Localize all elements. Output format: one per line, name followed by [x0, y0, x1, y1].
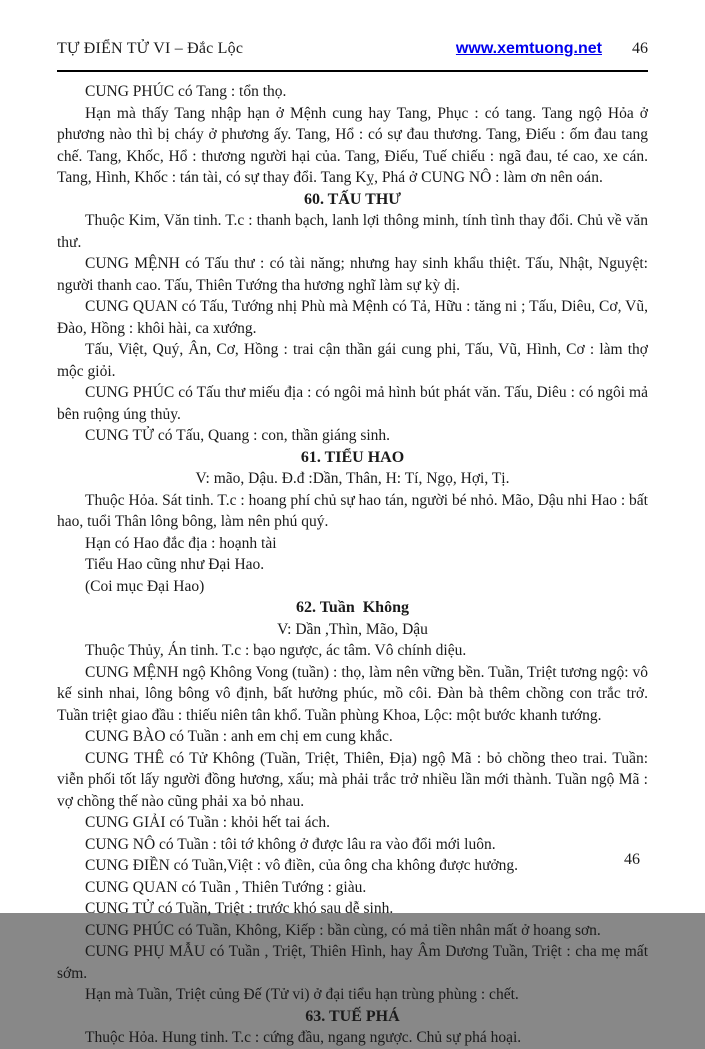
paragraph: CUNG PHỤ MẪU có Tuần , Triệt, Thiên Hình, hay Âm Dương Tuần, Triệt : cha mẹ mất sớm.	[57, 943, 648, 982]
header-right-group	[456, 40, 648, 58]
document-title: TỰ ĐIỂN TỬ VI – Đắc Lộc	[57, 40, 244, 57]
paragraph: CUNG QUAN có Tuần , Thiên Tướng : giàu.	[85, 878, 367, 896]
page-header	[57, 40, 648, 58]
footer-page-number: 46	[624, 851, 640, 868]
paragraph: CUNG PHÚC có Tấu thư miếu địa : có ngôi mả hình bút phát văn. Tấu, Diêu : có ngôi mả bên ruộng úng thủy.	[57, 384, 648, 423]
section-heading-61: 61. TIỂU HAO	[300, 448, 405, 466]
paragraph: CUNG NÔ có Tuần : tôi tớ không ở được lâu ra vào đổi mới luôn.	[85, 835, 496, 853]
paragraph: CUNG TỬ có Tấu, Quang : con, thần giáng sinh.	[85, 427, 391, 444]
paragraph: CUNG TỬ có Tuần, Triệt : trước khó sau dễ sinh.	[85, 900, 394, 917]
section-heading-60: 60. TẤU THƯ	[303, 190, 402, 208]
section-positions-line: V: Dần ,Thìn, Mão, Dậu	[277, 620, 428, 638]
paragraph: Thuộc Kim, Văn tinh. T.c : thanh bạch, lanh lợi thông minh, tính tình thay đổi. Chủ về văn thư.	[57, 212, 648, 251]
paragraph: Thuộc Hỏa. Hung tinh. T.c : cứng đầu, ngang ngược. Chủ sự phá hoại.	[85, 1029, 522, 1046]
paragraph: Tấu, Việt, Quý, Ân, Cơ, Hồng : trai cận thần gái cung phi, Tấu, Vũ, Hình, Cơ : làm thợ mộc giỏi.	[57, 341, 648, 380]
section-heading-63: 63. TUẾ PHÁ	[305, 1007, 400, 1025]
paragraph: CUNG MỆNH có Tấu thư : có tài năng; nhưng hay sinh khẩu thiệt. Tấu, Nhật, Nguyệt: người thanh cao. Tấu, Thiên Tướng tha hương nghĩ làm sự kỳ dị.	[57, 255, 648, 294]
document-body	[57, 81, 648, 1049]
paragraph: CUNG THÊ có Tử Không (Tuần, Triệt, Thiên, Địa) ngộ Mã : bỏ chồng theo trai. Tuần: viễn phối tốt lấy người đồng hương, xấu; mà phải trắc trở nhiều lần mới thành. Tuần ngộ Mã : vợ chồng thế nào cũng phải xa bỏ nhau.	[57, 749, 648, 810]
paragraph: CUNG QUAN có Tấu, Tướng nhị Phù mà Mệnh có Tả, Hữu : tăng ni ; Tấu, Diêu, Cơ, Vũ, Đào, Hồng : khôi hài, ca xướng.	[57, 298, 648, 337]
website-link[interactable]: www.xemtuong.net	[455, 40, 602, 57]
paragraph: CUNG GIẢI có Tuần : khỏi hết tai ách.	[85, 814, 330, 831]
paragraph: Thuộc Hỏa. Sát tinh. T.c : hoang phí chủ sự hao tán, người bé nhỏ. Mão, Dậu nhi Hao : bất hao, tuổi Thân lông bông, làm nên phú quý.	[57, 491, 648, 530]
paragraph: Hạn mà thấy Tang nhập hạn ở Mệnh cung hay Tang, Phục : có tang. Tang ngộ Hỏa ở phương nào thì bị cháy ở phương ấy. Tang, Hổ : có sự đau thương. Tang, Điếu : ốm đau tang chế. Tang, Khốc, Hổ : thương người hại của. Tang, Điếu, Tuế chiếu : ngã đau, té cao, xe cán. Tang, Hình, Khốc : tán tài, có sự thay đổi. Tang Kỵ, Phá ở CUNG NÔ : làm ơn nên oán.	[57, 104, 648, 186]
paragraph: Tiểu Hao cũng như Đại Hao.	[85, 556, 265, 573]
paragraph: Thuộc Thủy, Án tinh. T.c : bạo ngược, ác tâm. Vô chính diệu.	[85, 642, 467, 659]
paragraph: CUNG PHÚC có Tuần, Không, Kiếp : bần cùng, có mả tiền nhân mất ở hoang sơn.	[85, 921, 601, 939]
section-positions-line: V: mão, Dậu. Đ.đ :Dần, Thân, H: Tí, Ngọ, Hợi, Tị.	[195, 470, 510, 487]
paragraph: CUNG PHÚC có Tang : tổn thọ.	[85, 83, 287, 100]
header-page-number: 46	[632, 40, 648, 57]
paragraph: (Coi mục Đại Hao)	[85, 577, 205, 595]
paragraph: Hạn mà Tuần, Triệt củng Đế (Tử vi) ở đại tiểu hạn trùng phùng : chết.	[85, 986, 519, 1003]
paragraph: CUNG ĐIỀN có Tuần,Việt : vô điền, của ông cha không được hưởng.	[85, 857, 519, 874]
paragraph: CUNG MỆNH ngộ Không Vong (tuần) : thọ, làm nên vững bền. Tuần, Triệt tương ngộ: vô kế sinh nhai, lông bông vô định, bất hưởng phúc, mồ côi. Đàn bà thêm chồng con trắc trở. Tuần triệt giao đầu : thiếu niên tân khổ. Tuần phùng Khoa, Lộc: một bước khanh tướng.	[57, 663, 648, 724]
paragraph: Hạn có Hao đắc địa : hoạnh tài	[85, 534, 277, 552]
paragraph: CUNG BÀO có Tuần : anh em chị em cung khắc.	[85, 728, 393, 745]
section-heading-62: 62. Tuần Không	[296, 599, 409, 616]
header-divider-rule	[57, 70, 648, 72]
